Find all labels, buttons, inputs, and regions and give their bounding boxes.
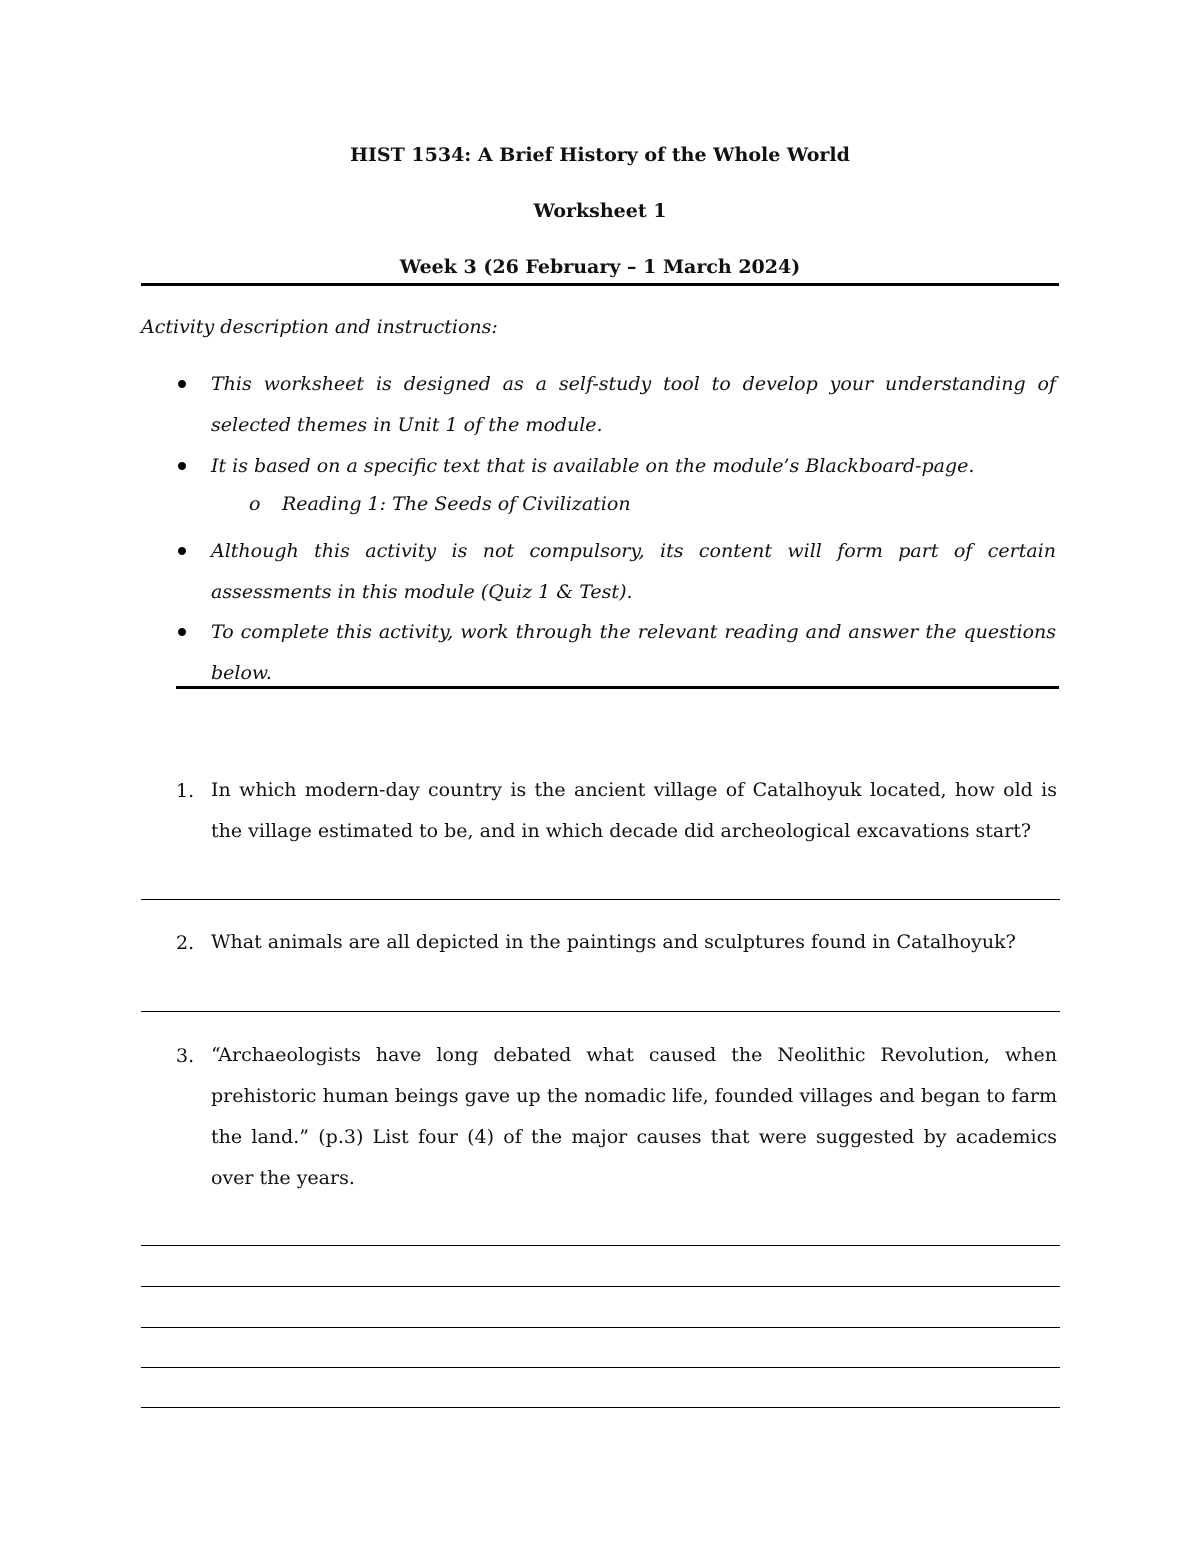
instructions-heading: Activity description and instructions: xyxy=(141,316,498,338)
bullet-icon xyxy=(178,628,186,636)
course-title: HIST 1534: A Brief History of the Whole World xyxy=(350,144,850,166)
bullet-icon xyxy=(178,380,186,388)
instructions-divider xyxy=(176,686,1059,689)
bullet-icon xyxy=(178,462,186,470)
question-3-text: “Archaeologists have long debated what caused the Neolithic Revolution, when prehistoric human beings gave up the nomadic life, founded villages and began to farm the land.” (p.3) List four (4) of the major causes that were suggested by academics over the years. xyxy=(211,1044,1057,1189)
answer-line[interactable] xyxy=(141,1407,1060,1408)
header-divider xyxy=(141,283,1059,286)
question-number: 1. xyxy=(176,780,195,802)
reading-reference: Reading 1: The Seeds of Civilization xyxy=(282,493,631,515)
sub-bullet-marker: o xyxy=(249,493,261,515)
week-line: Week 3 (26 February – 1 March 2024) xyxy=(399,256,801,278)
question-number: 2. xyxy=(176,932,195,954)
answer-line[interactable] xyxy=(141,1367,1060,1368)
bullet-icon xyxy=(178,547,186,555)
question-number: 3. xyxy=(176,1045,195,1067)
instruction-bullet-3: Although this activity is not compulsory, its content will form part of certain assessments in this module (Quiz 1 & Test). xyxy=(211,540,1056,603)
answer-line[interactable] xyxy=(141,1245,1060,1246)
answer-line[interactable] xyxy=(141,1286,1060,1287)
question-2-text: What animals are all depicted in the paintings and sculptures found in Catalhoyuk? xyxy=(211,931,1016,953)
worksheet-title: Worksheet 1 xyxy=(533,200,667,222)
answer-line[interactable] xyxy=(141,1327,1060,1328)
instruction-bullet-1: This worksheet is designed as a self-study tool to develop your understanding of selected themes in Unit 1 of the module. xyxy=(211,373,1056,436)
instruction-bullet-2: It is based on a specific text that is available on the module’s Blackboard-page. xyxy=(211,455,975,477)
question-1-text: In which modern-day country is the ancient village of Catalhoyuk located, how old is the village estimated to be, and in which decade did archeological excavations start? xyxy=(211,779,1057,842)
answer-line[interactable] xyxy=(141,1011,1060,1012)
answer-line[interactable] xyxy=(141,899,1060,900)
instruction-bullet-4: To complete this activity, work through the relevant reading and answer the questions below. xyxy=(211,621,1056,684)
